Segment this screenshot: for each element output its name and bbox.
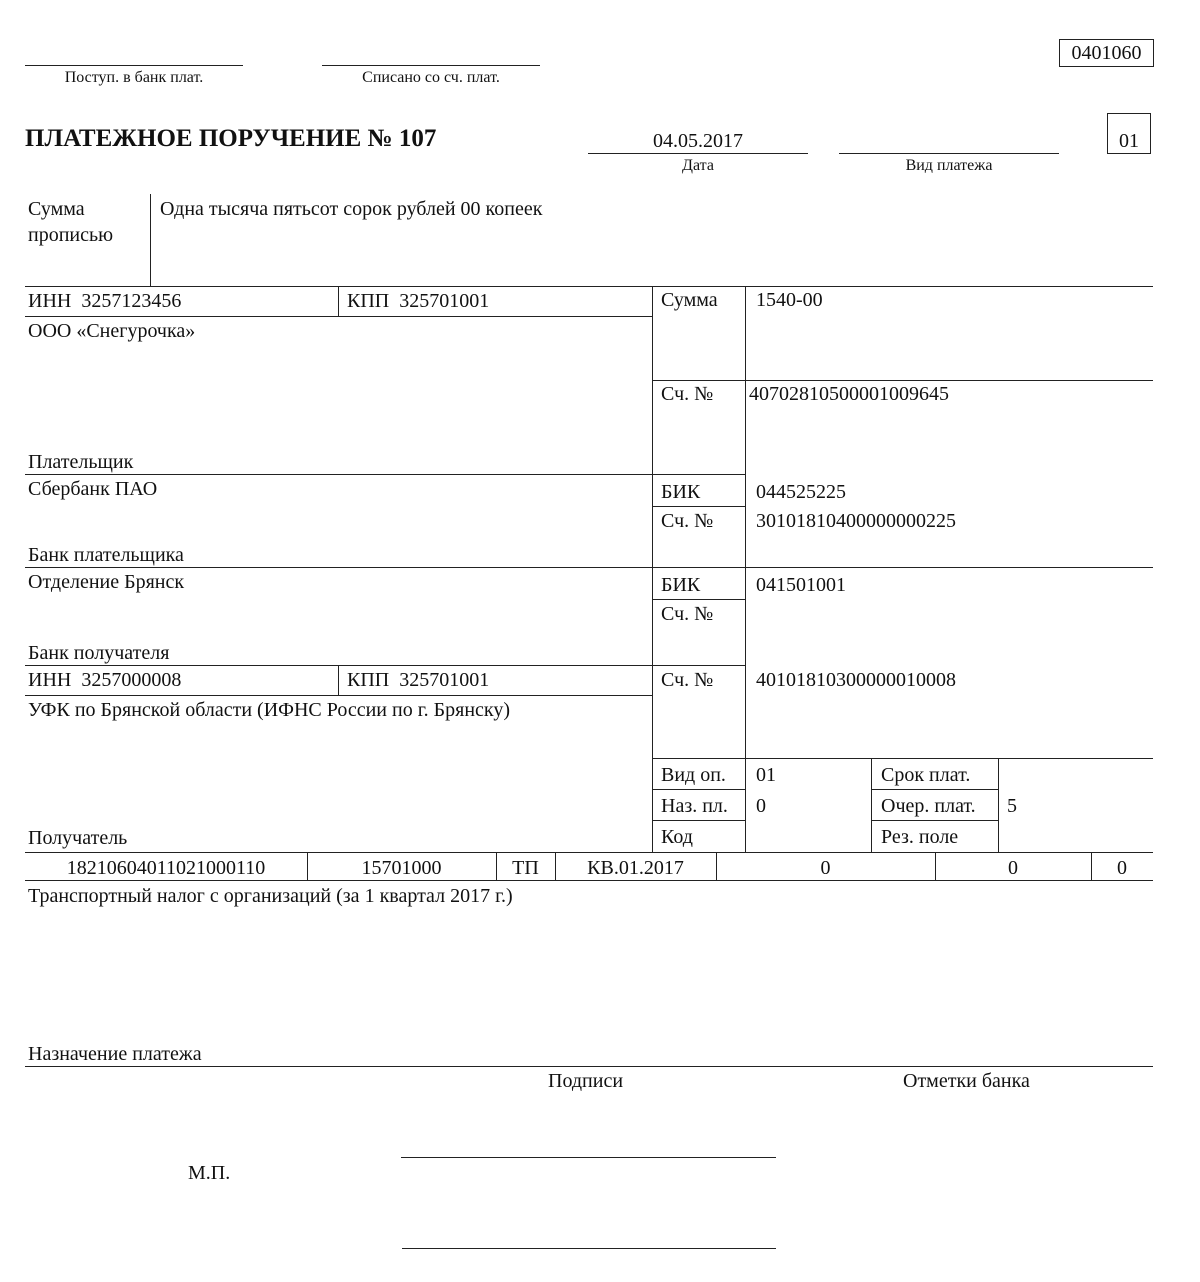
payer-inn-value: 3257123456 — [81, 290, 182, 312]
amount-words-value[interactable]: Одна тысяча пятьсот сорок рублей 00 копеек — [160, 198, 543, 220]
payer-name[interactable]: ООО «Снегурочка» — [28, 320, 196, 342]
recipient-inn-value: 3257000008 — [81, 669, 182, 691]
date-line — [588, 153, 808, 154]
grid-line — [25, 665, 745, 666]
payment-type-label: Вид платежа — [905, 157, 993, 174]
grid-line — [25, 852, 1153, 853]
received-label: Поступ. в банк плат. — [64, 69, 204, 86]
grid-line — [652, 758, 1153, 759]
reserve-label: Рез. поле — [881, 826, 959, 848]
tax-doc-date[interactable]: 0 — [1008, 857, 1018, 879]
priority-value[interactable]: 5 — [1007, 795, 1017, 817]
payer-bank-bik-value[interactable]: 044525225 — [756, 481, 846, 503]
recipient-inn[interactable] — [28, 669, 181, 691]
debited-date-line — [322, 65, 540, 66]
grid-line — [652, 820, 745, 821]
payer-bank-account-label: Сч. № — [661, 510, 714, 532]
purpose-text[interactable]: Транспортный налог с организаций (за 1 квартал 2017 г.) — [28, 885, 513, 907]
grid-line — [338, 665, 339, 695]
payer-bank-account-value[interactable]: 30101810400000000225 — [756, 510, 956, 532]
grid-line — [871, 758, 872, 852]
grid-line — [871, 789, 998, 790]
tax-doc-number[interactable]: 0 — [820, 857, 831, 879]
payer-kpp[interactable] — [347, 290, 489, 312]
bank-marks-label: Отметки банка — [903, 1070, 1030, 1092]
debited-label: Списано со сч. плат. — [362, 69, 500, 86]
tax-payment-kind[interactable]: 0 — [1117, 857, 1127, 879]
purpose-bottom-line — [25, 1066, 1153, 1067]
purpose-code-value[interactable]: 0 — [756, 795, 766, 817]
op-type-value[interactable]: 01 — [756, 764, 776, 786]
date-value[interactable]: 04.05.2017 — [653, 130, 743, 152]
payer-bank-name[interactable]: Сбербанк ПАО — [28, 478, 158, 500]
payer-bank-role-label: Банк плательщика — [28, 544, 184, 566]
recipient-bank-name[interactable]: Отделение Брянск — [28, 571, 185, 593]
amount-words-divider — [150, 194, 151, 286]
purpose-code-label: Наз. пл. — [661, 795, 728, 817]
grid-line — [25, 474, 745, 475]
payer-bank-bik-label: БИК — [661, 481, 701, 503]
priority-label: Очер. плат. — [881, 795, 976, 817]
recipient-account-label: Сч. № — [661, 669, 714, 691]
grid-line — [25, 567, 1153, 568]
amount-words-label-2: прописью — [28, 224, 114, 246]
payer-role-label: Плательщик — [28, 451, 134, 473]
payer-account-label: Сч. № — [661, 383, 714, 405]
payer-kpp-value: 325701001 — [399, 290, 490, 312]
grid-line — [652, 599, 745, 600]
amount-value[interactable]: 1540-00 — [756, 289, 823, 311]
date-label: Дата — [682, 157, 714, 174]
payer-inn-label: ИНН — [28, 290, 72, 312]
tax-oktmo[interactable]: 15701000 — [361, 857, 442, 879]
grid-line — [652, 380, 1153, 381]
code-label: Код — [661, 826, 693, 848]
tax-period[interactable]: КВ.01.2017 — [587, 857, 684, 879]
recipient-role-label: Получатель — [28, 827, 128, 849]
recipient-bank-bik-label: БИК — [661, 574, 701, 596]
recipient-inn-label: ИНН — [28, 669, 72, 691]
grid-line — [25, 316, 652, 317]
grid-line — [745, 286, 746, 852]
payer-inn[interactable] — [28, 290, 181, 312]
payment-type-line — [839, 153, 1059, 154]
received-date-line — [25, 65, 243, 66]
tax-basis[interactable]: ТП — [512, 857, 539, 879]
form-code-box: 0401060 — [1059, 39, 1154, 67]
recipient-kpp[interactable] — [347, 669, 489, 691]
recipient-bank-account-label: Сч. № — [661, 603, 714, 625]
grid-line — [652, 789, 745, 790]
document-title: ПЛАТЕЖНОЕ ПОРУЧЕНИЕ № 107 — [25, 125, 437, 152]
deadline-label: Срок плат. — [881, 764, 971, 786]
op-type-label: Вид оп. — [661, 764, 726, 786]
recipient-account-value[interactable]: 40101810300000010008 — [756, 669, 956, 691]
signature-line-2[interactable] — [402, 1248, 776, 1249]
amount-label: Сумма — [661, 289, 718, 311]
grid-line — [871, 820, 998, 821]
recipient-kpp-value: 325701001 — [399, 669, 490, 691]
amount-words-label-1: Сумма — [28, 198, 85, 220]
grid-line — [998, 758, 999, 852]
signatures-label: Подписи — [548, 1070, 624, 1092]
purpose-label: Назначение платежа — [28, 1043, 202, 1065]
payer-account-value[interactable]: 40702810500001009645 — [749, 383, 949, 405]
signature-line-1[interactable] — [401, 1157, 776, 1158]
recipient-kpp-label: КПП — [347, 669, 390, 691]
tax-kbk[interactable]: 18210604011021000110 — [66, 857, 266, 879]
payer-kpp-label: КПП — [347, 290, 390, 312]
grid-line — [25, 695, 652, 696]
stamp-label: М.П. — [188, 1162, 231, 1184]
grid-line — [652, 286, 653, 852]
recipient-bank-role-label: Банк получателя — [28, 642, 170, 664]
grid-line — [25, 880, 1153, 881]
grid-line — [652, 506, 745, 507]
status-code-box[interactable]: 01 — [1107, 113, 1151, 154]
grid-line — [338, 286, 339, 316]
recipient-name[interactable]: УФК по Брянской области (ИФНС России по г. Брянску) — [28, 699, 511, 721]
grid-line — [25, 286, 1153, 287]
recipient-bank-bik-value[interactable]: 041501001 — [756, 574, 846, 596]
